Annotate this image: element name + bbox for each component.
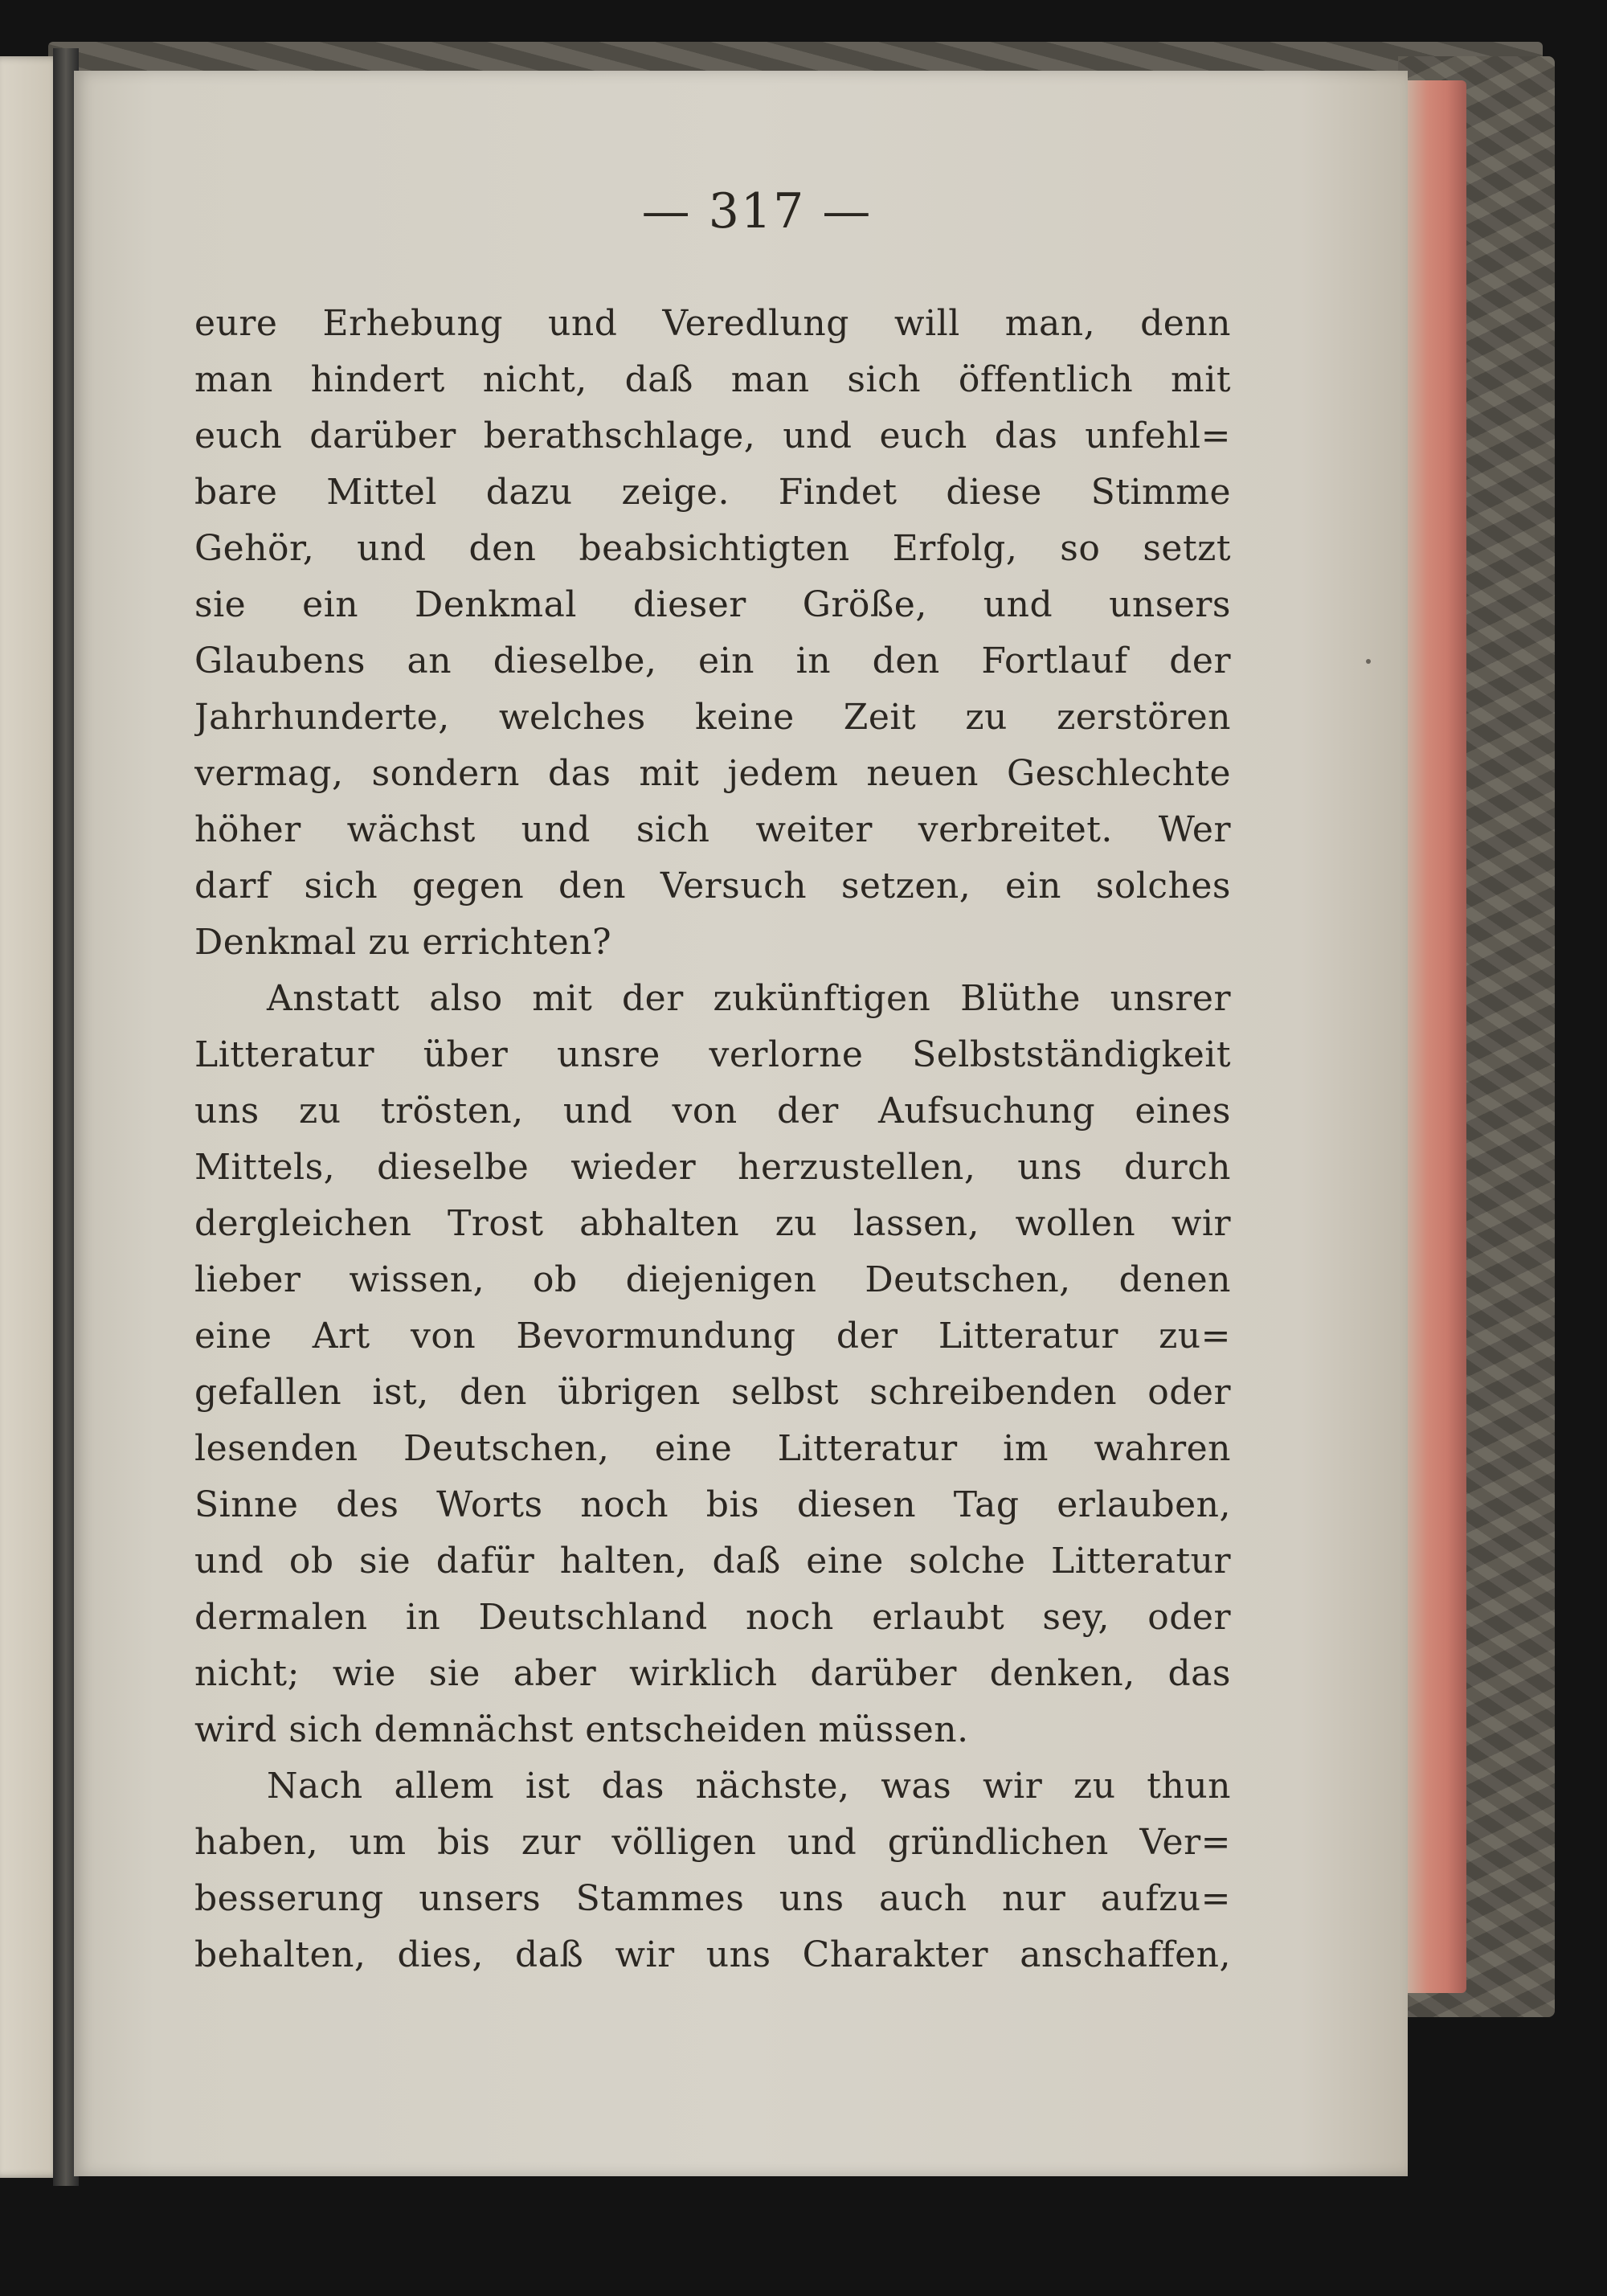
text-line: euch darüber berathschlage, und euch das unfehl=	[194, 415, 1231, 456]
book-page	[74, 71, 1408, 2176]
text-line: und ob sie dafür halten, daß eine solche Litteratur	[194, 1541, 1231, 1582]
text-line: gefallen ist, den übrigen selbst schreibenden oder	[194, 1372, 1231, 1413]
text-line: vermag, sondern das mit jedem neuen Geschlechte	[194, 753, 1231, 794]
text-line: man hindert nicht, daß man sich öffentlich mit	[194, 359, 1231, 400]
text-line: Sinne des Worts noch bis diesen Tag erlauben,	[194, 1484, 1231, 1525]
book-cover-top-edge	[48, 42, 1543, 74]
text-line: darf sich gegen den Versuch setzen, ein solches	[194, 866, 1231, 907]
text-line: uns zu trösten, und von der Aufsuchung eines	[194, 1091, 1231, 1132]
page-speck	[1366, 659, 1371, 664]
text-line: lesenden Deutschen, eine Litteratur im wahren	[194, 1428, 1231, 1469]
text-line: eure Erhebung und Veredlung will man, denn	[194, 303, 1231, 344]
page-text	[194, 296, 1231, 1983]
text-line: Mittels, dieselbe wieder herzustellen, uns durch	[194, 1147, 1231, 1188]
text-line: sie ein Denkmal dieser Größe, und unsers	[194, 584, 1231, 625]
text-line: dermalen in Deutschland noch erlaubt sey, oder	[194, 1597, 1231, 1638]
text-line: wird sich demnächst entscheiden müssen.	[194, 1709, 969, 1750]
text-line: höher wächst und sich weiter verbreitet. Wer	[194, 809, 1231, 850]
text-line: Denkmal zu errichten?	[194, 922, 612, 963]
paragraph-start-line: Anstatt also mit der zukünftigen Blüthe unsrer	[267, 978, 1231, 1019]
text-line: haben, um bis zur völligen und gründlichen Ver=	[194, 1822, 1231, 1863]
text-line: Glaubens an dieselbe, ein in den Fortlauf der	[194, 641, 1231, 681]
text-line: Jahrhunderte, welches keine Zeit zu zerstören	[194, 697, 1231, 738]
page-edges	[1402, 80, 1466, 1993]
text-line: lieber wissen, ob diejenigen Deutschen, denen	[194, 1259, 1231, 1300]
text-line: bare Mittel dazu zeige. Findet diese Stimme	[194, 472, 1231, 513]
text-line: eine Art von Bevormundung der Litteratur zu=	[194, 1316, 1231, 1357]
text-line: besserung unsers Stammes uns auch nur aufzu=	[194, 1878, 1231, 1919]
text-line: dergleichen Trost abhalten zu lassen, wollen wir	[194, 1203, 1231, 1244]
text-line: nicht; wie sie aber wirklich darüber denken, das	[194, 1653, 1231, 1694]
paragraph-start-line: Nach allem ist das nächste, was wir zu thun	[267, 1766, 1231, 1807]
text-line: behalten, dies, daß wir uns Charakter anschaffen,	[194, 1934, 1231, 1975]
page-number: — 317 —	[641, 183, 873, 239]
text-line: Litteratur über unsre verlorne Selbstständigkeit	[194, 1034, 1231, 1075]
text-line: Gehör, und den beabsichtigten Erfolg, so setzt	[194, 528, 1231, 569]
